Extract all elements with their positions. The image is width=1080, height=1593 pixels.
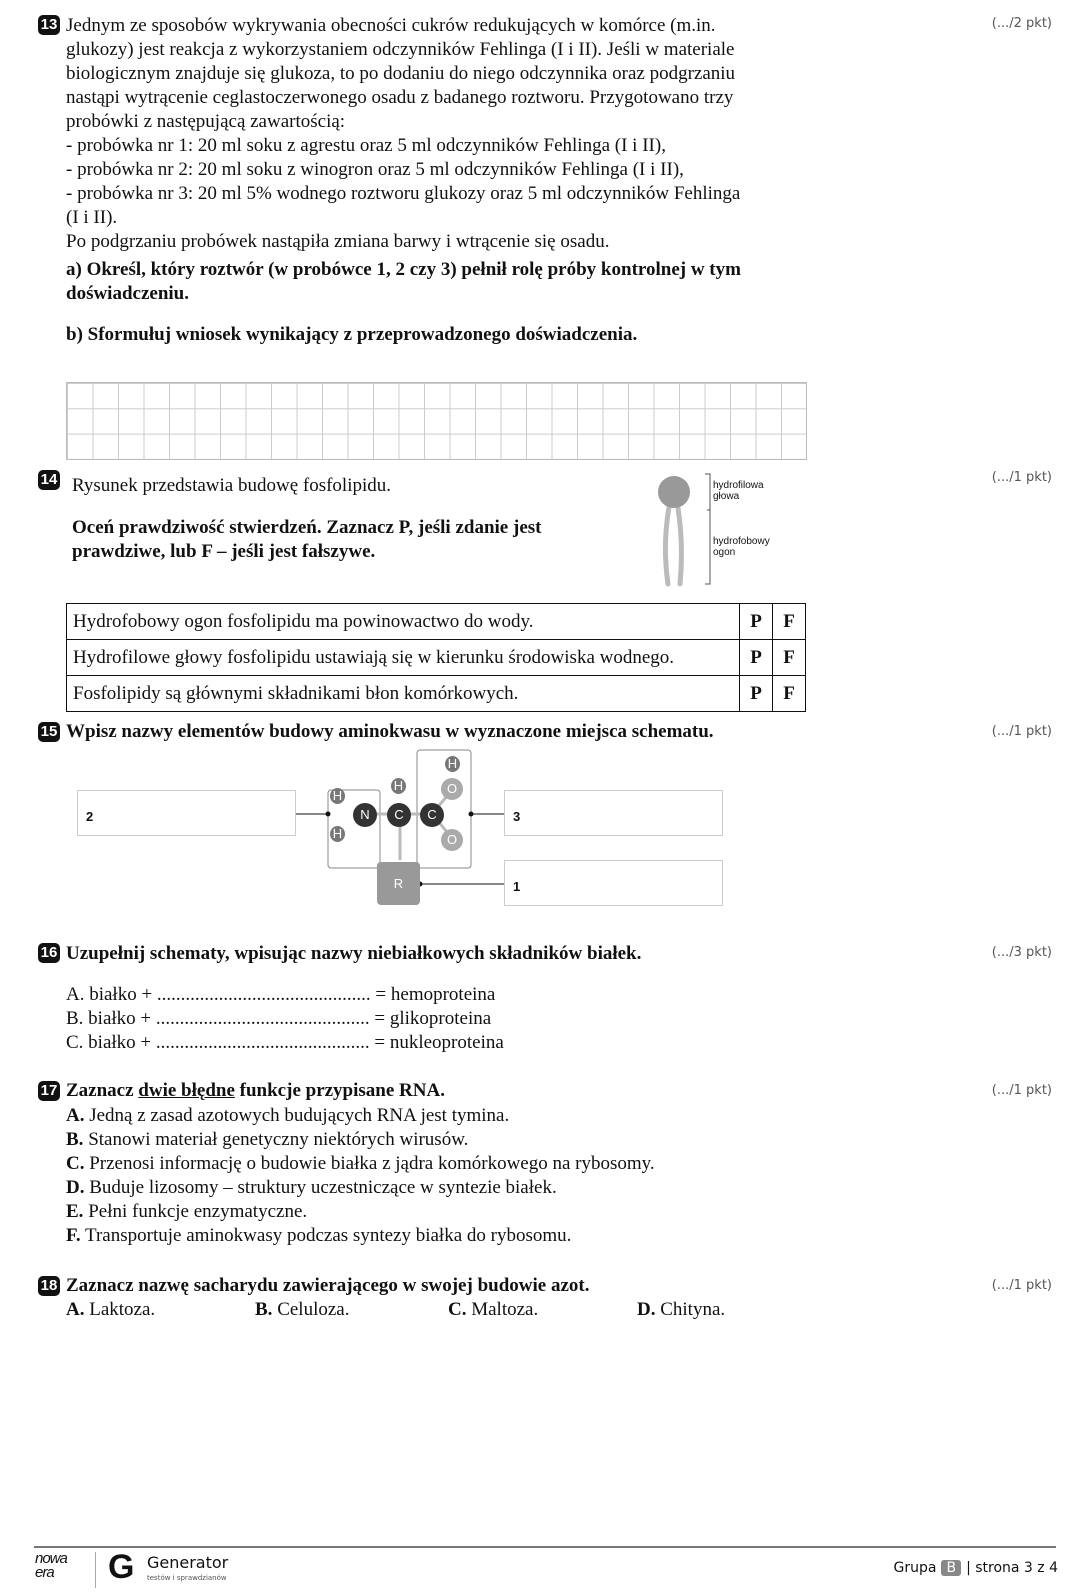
answer-box-3[interactable]: 3 bbox=[504, 790, 723, 836]
r-group: R bbox=[377, 862, 420, 905]
oxygen-atom: O bbox=[441, 829, 463, 851]
task-a: a) Określ, który roztwór (w probówce 1, 2 czy 3) pełnił rolę próby kontrolnej w tym doświadczeniu. bbox=[66, 259, 741, 304]
fill-in-item[interactable]: A. białko + ............................................. = hemoproteina bbox=[66, 984, 496, 1005]
answer-option[interactable] bbox=[66, 1200, 307, 1224]
question-text-line: - probówka nr 3: 20 ml 5% wodnego roztworu glukozy oraz 5 ml odczynników Fehlinga bbox=[66, 183, 741, 204]
option-text: Stanowi materiał genetyczny niektórych wirusów. bbox=[83, 1129, 469, 1150]
f-option[interactable]: F bbox=[773, 640, 806, 676]
question-text-line: nastąpi wytrącenie ceglastoczerwonego osadu z badanego roztworu. Przygotowano trzy bbox=[66, 87, 734, 108]
group-badge: B bbox=[941, 1560, 961, 1576]
page-info bbox=[894, 1560, 1059, 1576]
points: (.../2 pkt) bbox=[991, 16, 1052, 31]
hydrogen-atom: H bbox=[391, 778, 406, 794]
table-row: Hydrofobowy ogon fosfolipidu ma powinowactwo do wody. P F bbox=[67, 604, 806, 640]
f-option[interactable]: F bbox=[773, 676, 806, 712]
answer-option[interactable] bbox=[637, 1298, 725, 1322]
points: (.../1 pkt) bbox=[991, 1083, 1052, 1098]
option-text: Celuloza. bbox=[272, 1299, 350, 1320]
answer-option[interactable] bbox=[66, 1224, 571, 1248]
hydrogen-atom: H bbox=[330, 826, 345, 842]
points: (.../1 pkt) bbox=[991, 724, 1052, 739]
points: (.../1 pkt) bbox=[991, 470, 1052, 485]
fill-in-item[interactable]: C. białko + ............................................. = nukleoproteina bbox=[66, 1032, 504, 1053]
answer-option[interactable] bbox=[66, 1128, 468, 1152]
answer-option[interactable] bbox=[255, 1298, 349, 1322]
answer-box-1[interactable]: 1 bbox=[504, 860, 723, 906]
option-text: Laktoza. bbox=[84, 1299, 156, 1320]
p-option[interactable]: P bbox=[740, 640, 773, 676]
question-text-line: - probówka nr 1: 20 ml soku z agrestu oraz 5 ml odczynników Fehlinga (I i II), bbox=[66, 135, 666, 156]
generator-g-icon: G bbox=[108, 1548, 135, 1586]
option-text: Buduje lizosomy – struktury uczestniczące w syntezie białek. bbox=[84, 1177, 557, 1198]
hydrogen-atom: H bbox=[445, 756, 460, 772]
question-number: 17 bbox=[38, 1081, 60, 1101]
option-letter: E. bbox=[66, 1201, 84, 1222]
option-text: Transportuje aminokwasy podczas syntezy białka do rybosomu. bbox=[80, 1225, 572, 1246]
tail-label: hydrofobowy ogon bbox=[713, 536, 770, 558]
p-option[interactable]: P bbox=[740, 604, 773, 640]
fill-in-item[interactable]: B. białko + ............................................. = glikoproteina bbox=[66, 1008, 492, 1029]
true-false-table bbox=[66, 603, 806, 712]
carbon-atom: C bbox=[387, 803, 411, 827]
question-text-line: Po podgrzaniu probówek nastąpiła zmiana barwy i wtrącenie się osadu. bbox=[66, 231, 610, 252]
page-number: | strona 3 z 4 bbox=[966, 1560, 1058, 1576]
question-number: 13 bbox=[38, 15, 60, 35]
question-text-line: biologicznym znajduje się glukoza, to po dodaniu do niego odczynnika oraz podgrzaniu bbox=[66, 63, 736, 84]
points: (.../1 pkt) bbox=[991, 1278, 1052, 1293]
question-text-line: Jednym ze sposobów wykrywania obecności cukrów redukujących w komórce (m.in. bbox=[66, 15, 716, 36]
answer-option[interactable] bbox=[66, 1298, 155, 1322]
question-number: 18 bbox=[38, 1276, 60, 1296]
answer-option[interactable] bbox=[66, 1104, 509, 1128]
answer-grid[interactable] bbox=[66, 382, 807, 460]
title: Wpisz nazwy elementów budowy aminokwasu w wyznaczone miejsca schematu. bbox=[66, 721, 714, 742]
option-letter: C. bbox=[66, 1153, 85, 1174]
option-letter: F. bbox=[66, 1225, 81, 1246]
option-letter: A. bbox=[66, 1299, 85, 1320]
title: Uzupełnij schematy, wpisując nazwy niebiałkowych składników białek. bbox=[66, 943, 642, 964]
title: Zaznacz dwie błędne funkcje przypisane RNA. bbox=[66, 1080, 445, 1101]
option-letter: B. bbox=[255, 1299, 273, 1320]
f-option[interactable]: F bbox=[773, 604, 806, 640]
option-letter: C. bbox=[448, 1299, 467, 1320]
option-letter: D. bbox=[66, 1177, 85, 1198]
intro: Rysunek przedstawia budowę fosfolipidu. bbox=[72, 475, 392, 496]
question-text-line: glukozy) jest reakcja z wykorzystaniem odczynników Fehlinga (I i II). Jeśli w materiale bbox=[66, 39, 735, 60]
title: Zaznacz nazwę sacharydu zawierającego w swojej budowie azot. bbox=[66, 1275, 590, 1296]
option-text: Jedną z zasad azotowych budujących RNA jest tymina. bbox=[84, 1105, 510, 1126]
carbon-atom: C bbox=[420, 803, 444, 827]
nitrogen-atom: N bbox=[353, 803, 377, 827]
option-letter: A. bbox=[66, 1105, 85, 1126]
question-text-line: (I i II). bbox=[66, 207, 118, 228]
instruction: Oceń prawdziwość stwierdzeń. Zaznacz P, jeśli zdanie jest prawdziwe, lub F – jeśli jest fałszywe. bbox=[72, 517, 542, 562]
option-text: Przenosi informację o budowie białka z jądra komórkowego na rybosomy. bbox=[84, 1153, 655, 1174]
logo-divider bbox=[95, 1552, 96, 1588]
table-row: Hydrofilowe głowy fosfolipidu ustawiają się w kierunku środowiska wodnego. P F bbox=[67, 640, 806, 676]
option-text: Maltoza. bbox=[466, 1299, 539, 1320]
question-text-line: - probówka nr 2: 20 ml soku z winogron oraz 5 ml odczynników Fehlinga (I i II), bbox=[66, 159, 684, 180]
table-row: Fosfolipidy są głównymi składnikami błon komórkowych. P F bbox=[67, 676, 806, 712]
group-label: Grupa bbox=[893, 1560, 937, 1576]
answer-box-2[interactable]: 2 bbox=[77, 790, 296, 836]
footer-divider bbox=[34, 1546, 1056, 1548]
answer-option[interactable] bbox=[66, 1176, 557, 1200]
generator-logo: Generator bbox=[147, 1553, 229, 1572]
generator-subtitle: testów i sprawdzianów bbox=[147, 1574, 227, 1582]
option-text: Chityna. bbox=[655, 1299, 726, 1320]
head-label: hydrofilowa głowa bbox=[713, 480, 764, 502]
option-letter: B. bbox=[66, 1129, 84, 1150]
question-text-line: probówki z następującą zawartością: bbox=[66, 111, 346, 132]
option-text: Pełni funkcje enzymatyczne. bbox=[83, 1201, 308, 1222]
answer-option[interactable] bbox=[448, 1298, 538, 1322]
nowa-era-logo: nowa era bbox=[35, 1550, 67, 1581]
question-number: 15 bbox=[38, 722, 60, 742]
hydrogen-atom: H bbox=[330, 788, 345, 804]
option-letter: D. bbox=[637, 1299, 656, 1320]
task-b: b) Sformułuj wniosek wynikający z przeprowadzonego doświadczenia. bbox=[66, 324, 638, 345]
points: (.../3 pkt) bbox=[991, 945, 1052, 960]
answer-option[interactable] bbox=[66, 1152, 655, 1176]
question-number: 14 bbox=[38, 470, 60, 490]
oxygen-atom: O bbox=[441, 778, 463, 800]
p-option[interactable]: P bbox=[740, 676, 773, 712]
question-number: 16 bbox=[38, 943, 60, 963]
